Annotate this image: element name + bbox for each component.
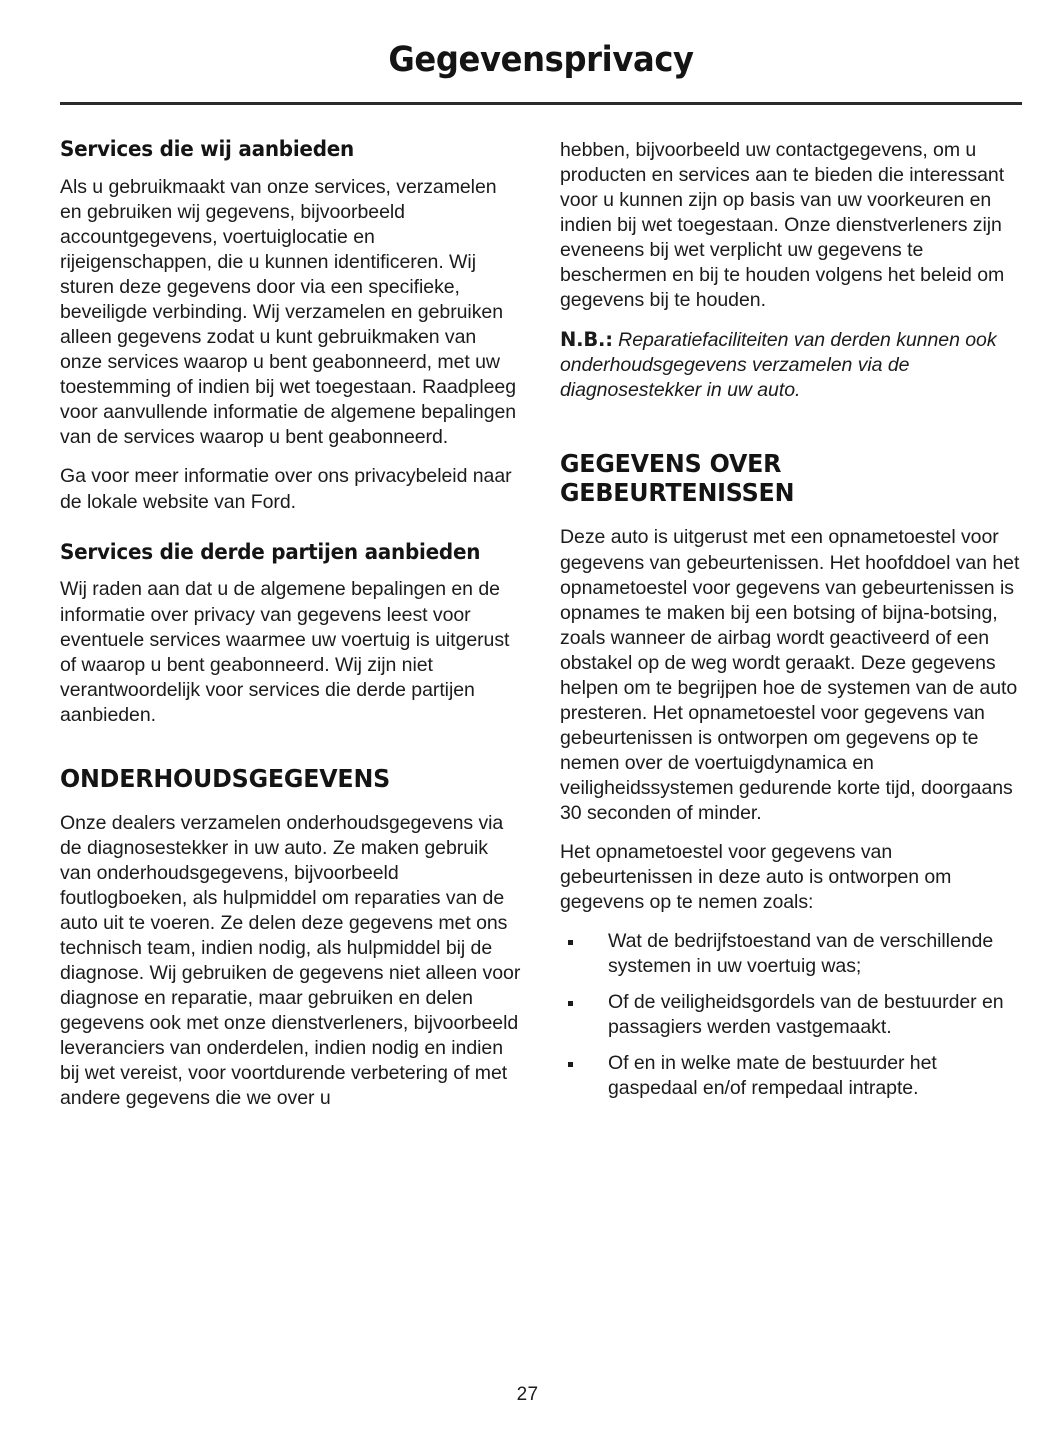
- right-column: [560, 138, 1022, 1323]
- list-item: [560, 1051, 1022, 1101]
- two-column-body: [60, 138, 1022, 1323]
- square-bullet-icon: [568, 940, 573, 945]
- list-item: [560, 929, 1022, 979]
- heading-maintenance-data: ONDERHOUDSGEGEVENS: [60, 763, 391, 793]
- paragraph-event-data-1: Deze auto is uitgerust met een opnametoestel voor gegevens van gebeurtenissen. Het hoofddoel van het opnametoestel voor gegevens van gebeurtenissen is opnames te maken bij een botsing of bijna-botsing, zoals wanneer de airbag wordt geactiveerd of een obstakel op de weg wordt geraakt. Deze gegevens helpen om te begrijpen hoe de systemen van de auto presteren. Het opnametoestel voor gegevens van gebeurtenissen is ontworpen om gegevens op te nemen over de voertuigdynamica en veiligheidssystemen gedurende korte tijd, doorgaans 30 seconden of minder.: [560, 526, 1020, 824]
- paragraph-event-data-2: Het opnametoestel voor gegevens van gebeurtenissen in deze auto is ontworpen om gegevens op te nemen zoals:: [560, 841, 952, 914]
- list-item-label: Of de veiligheidsgordels van de bestuurder en passagiers werden vastgemaakt.: [608, 991, 1004, 1039]
- note-body: Reparatiefaciliteiten van derden kunnen ook onderhoudsgegevens verzamelen via de diagnosestekker in uw auto.: [560, 329, 997, 402]
- paragraph-services-we-offer-1: Als u gebruikmaakt van onze services, verzamelen en gebruiken wij gegevens, bijvoorbeeld accountgegevens, voertuiglocatie en rijeigenschappen, die u kunnen identificeren. Wij sturen deze gegevens door via een specifieke, beveiligde verbinding. Wij verzamelen en gebruiken alleen gegevens zodat u kunt gebruikmaken van onze services waarop u bent geabonneerd, met uw toestemming of indien bij wet toegestaan. Raadpleeg voor aanvullende informatie de algemene bepalingen van de services waarop u bent geabonneerd.: [60, 175, 517, 449]
- page-header: [60, 42, 1022, 79]
- square-bullet-icon: [568, 1062, 573, 1067]
- page-title: Gegevensprivacy: [388, 40, 694, 80]
- paragraph-third-party-services: Wij raden aan dat u de algemene bepalingen en de informatie over privacy van gegevens leest voor eventuele services waarmee uw voertuig is uitgerust of waarop u bent geabonneerd. Wij zijn niet verantwoordelijk voor services die derde partijen aanbieden.: [60, 578, 510, 726]
- header-divider: [60, 102, 1022, 105]
- paragraph-maintenance-data-continued: hebben, bijvoorbeeld uw contactgegevens, om u producten en services aan te bieden die interessant voor u kunnen zijn op basis van uw voorkeuren en indien bij wet toegestaan. Onze dienstverleners zijn eveneens bij wet verplicht uw gegevens te beschermen en bij te houden volgens het beleid om gegevens bij te houden.: [560, 139, 1005, 312]
- event-data-bullet-list: [560, 929, 1022, 1101]
- list-item-label: Wat de bedrijfstoestand van de verschillende systemen in uw voertuig was;: [608, 930, 994, 978]
- heading-services-we-offer: Services die wij aanbieden: [60, 137, 355, 161]
- page-footer: [0, 1384, 1055, 1406]
- list-item-label: Of en in welke mate de bestuurder het gaspedaal en/of rempedaal intrapte.: [608, 1052, 937, 1100]
- square-bullet-icon: [568, 1001, 573, 1006]
- note-label: N.B.:: [560, 328, 613, 352]
- paragraph-services-we-offer-2: Ga voor meer informatie over ons privacybeleid naar de lokale website van Ford.: [60, 465, 512, 513]
- heading-third-party-services: Services die derde partijen aanbieden: [60, 539, 481, 564]
- heading-event-data: GEGEVENS OVER GEBEURTENISSEN: [560, 449, 795, 508]
- paragraph-maintenance-data: Onze dealers verzamelen onderhoudsgegevens via de diagnosestekker in uw auto. Ze maken gebruik van onderhoudsgegevens, bijvoorbeeld foutlogboeken, als hulpmiddel om reparaties van de auto uit te voeren. Ze delen deze gegevens met ons technisch team, indien nodig, als hulpmiddel bij de diagnose. Wij gebruiken de gegevens niet alleen voor diagnose en reparatie, maar gebruiken en delen gegevens ook met onze dienstverleners, bijvoorbeeld leveranciers van onderdelen, indien nodig en indien bij wet vereist, voor voortdurende verbetering of met andere gegevens die we over u: [60, 811, 521, 1110]
- note-third-party-repair: [560, 327, 1022, 403]
- list-item: [560, 990, 1022, 1040]
- left-column: [60, 138, 522, 1323]
- page-number: 27: [516, 1384, 539, 1405]
